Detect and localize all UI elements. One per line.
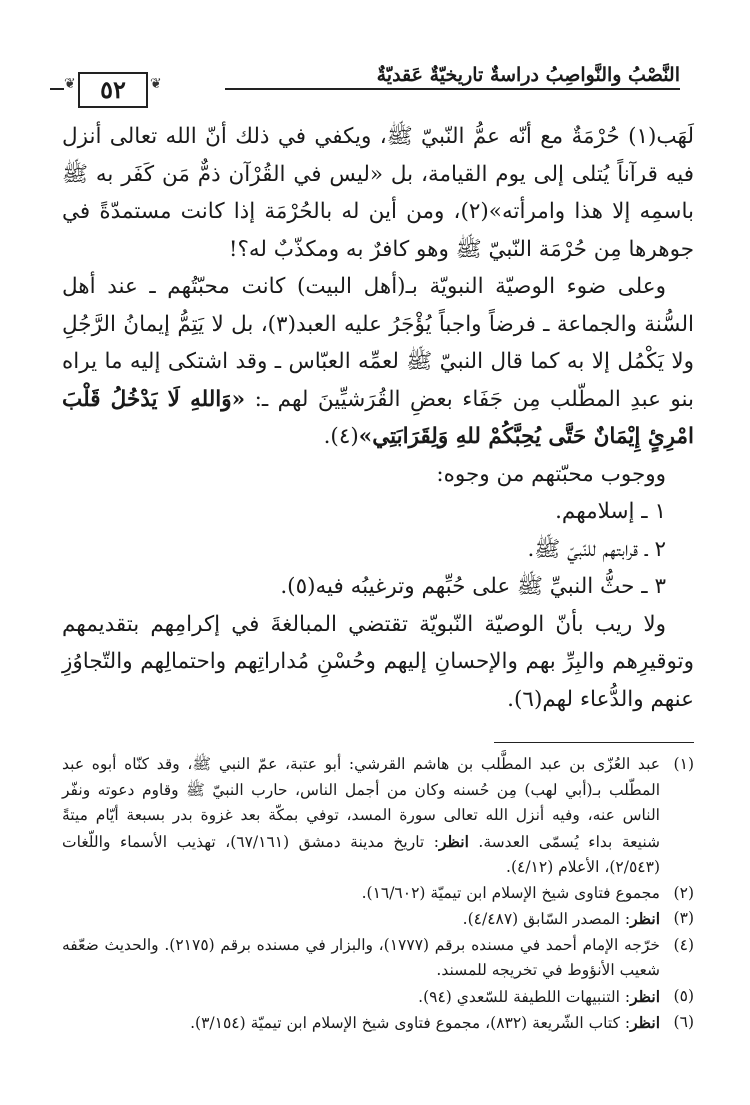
header-rule — [225, 88, 680, 90]
footnote-segment: مجموع فتاوى شيخ الإسلام ابن تيميّة (١٦/٦٠٢). — [361, 883, 660, 902]
footnote — [62, 906, 694, 933]
footnote-text — [62, 933, 660, 984]
footnote-segment: : التنبيهات اللطيفة للسّعدي (٩٤). — [418, 987, 631, 1006]
footnote — [62, 984, 694, 1011]
running-header — [64, 58, 680, 104]
footnote-label: انظر — [630, 986, 660, 1006]
paragraph: ووجوب محبّتهم من وجوه: — [436, 461, 666, 487]
footnote-number: (٤) — [673, 935, 694, 954]
footnote-text — [62, 1010, 660, 1037]
footnote-label: انظر — [438, 831, 469, 851]
ornament-icon: ❦ — [150, 76, 162, 92]
paragraph — [62, 268, 694, 456]
footnote-segment: : كتاب الشّريعة (٨٣٢)، مجموع فتاوى شيخ الإسلام ابن تيميّة (٣/١٥٤). — [190, 1014, 631, 1032]
paragraph-text: وعلى ضوء الوصيّة النبويّة بـ(أهل البيت) كانت محبّتُهم ـ عند أهل السُّنة والجماعة ـ فرضاً واجباً يُؤْجَرُ عليه العبد(٣)، بل لا يَتِمُّ إيمانُ الرَّجُلِ ولا يَكْمُل إلا به كما قال النبيّ ﷺ لعمِّه العبّاس ـ وقد اشتكى إليه ما يراه بنو عبدِ المطّلب مِن جَفَاء بعضِ القُرَشيِّينَ لهم ـ: — [62, 274, 695, 412]
footnotes — [62, 752, 694, 1037]
footnote-text — [62, 881, 660, 907]
list-item: ٢ ـ قرابتهم للنّبيّ ﷺ. — [527, 536, 666, 562]
footnote-number: (١) — [673, 755, 694, 773]
footnote-number: (٢) — [673, 883, 694, 902]
paragraph: ولا ريب بأنّ الوصيّة النّبويّة تقتضي المبالغةَ في إكرامِهم بتقديمهم وتوقيرِهم والبِرِّ بهم والإحسانِ إليهم وحُسْنِ مُداراتِهم واحتمالِهم والتّجاوُزِ عنهم والدُّعاء لهم(٦). — [62, 611, 694, 712]
footnote — [62, 1010, 694, 1037]
running-title: النَّصْبُ والنَّواصِبُ دراسةٌ تاريخيّةٌ عَقديّةٌ — [376, 64, 680, 86]
footnote-segment: : تاريخ مدينة دمشق (٦٧/١٦١)، تهذيب الأسماء واللّغات (٢/٥٤٣)، الأعلام (٤/١٢). — [62, 832, 660, 876]
footnote-number: (٥) — [673, 986, 694, 1005]
footnote-number: (٣) — [673, 909, 694, 927]
ornament-icon: ❦ — [64, 76, 76, 92]
footnote-text — [62, 906, 660, 933]
footnote — [62, 933, 694, 984]
footnote — [62, 881, 694, 907]
header-dash — [50, 88, 64, 90]
footnote — [62, 752, 694, 881]
list-item: ٣ ـ حثُّ النبيِّ ﷺ على حُبِّهم وترغيبُه فيه(٥). — [280, 574, 666, 599]
footnote-segment: عبد العُزّى بن عبد المطَّلب بن هاشم القرشي: أبو عتبة، عمّ النبي ﷺ، وقد كنّاه أبوه عبد المطّلب بـ(أبي لهب) مِن حُسنه وكان من أجمل الناس، حارب النبيّ ﷺ وقاوم دعوته ونفّر الناس عنه، وفيه أنزل الله تعالى سورة المسد، توفي بمكّة بعد غزوة بدر بسبعة أيّام ميتةً شنيعة بداء يُسمّى العدسة. — [62, 755, 660, 851]
footnote-rule — [494, 742, 694, 743]
footnote-text — [62, 984, 660, 1011]
paragraph: لَهَب(١) حُرْمَةٌ مع أنّه عمُّ النّبيّ ﷺ، ويكفي في ذلك أنّ الله تعالى أنزل فيه قرآناً يُتلى إلى يوم القيامة، بل «ليس في القُرْآن ذمٌّ مَن كَفَر به ﷺ باسمِه إلا هذا وامرأته»(٢)، ومن أين له بالحُرْمَة إذا كانت مستمدّةً في جوهرها مِن حُرْمَة النّبيّ ﷺ وهو كافرٌ به ومكذّبٌ له؟! — [62, 124, 694, 262]
footnote-segment: : المصدر السّابق (٤/٤٨٧). — [462, 910, 631, 928]
list-item: ١ ـ إسلامهم. — [555, 499, 666, 524]
footnote-text — [62, 752, 660, 881]
footnote-label: انظر — [630, 909, 660, 928]
footnote-number: (٦) — [673, 1013, 694, 1031]
paragraph-end: (٤). — [323, 424, 359, 449]
main-text — [62, 118, 694, 718]
footnote-label: انظر — [630, 1013, 660, 1032]
hadith-quote: «وَاللهِ لَا يَدْخُلُ قَلْبَ امْرِئٍ إِيْمَانٌ حَتَّى يُحِبَّكُمْ للهِ وَلِقَرَابَتِي» — [62, 386, 694, 449]
footnote-segment: خرّجه الإمام أحمد في مسنده برقم (١٧٧٧)، والبزار في مسنده برقم (٢١٧٥). والحديث ضعّفه شعيب الأنؤوط في تخريجه للمسند. — [62, 935, 660, 979]
page-number: ٥٢ — [78, 72, 148, 108]
